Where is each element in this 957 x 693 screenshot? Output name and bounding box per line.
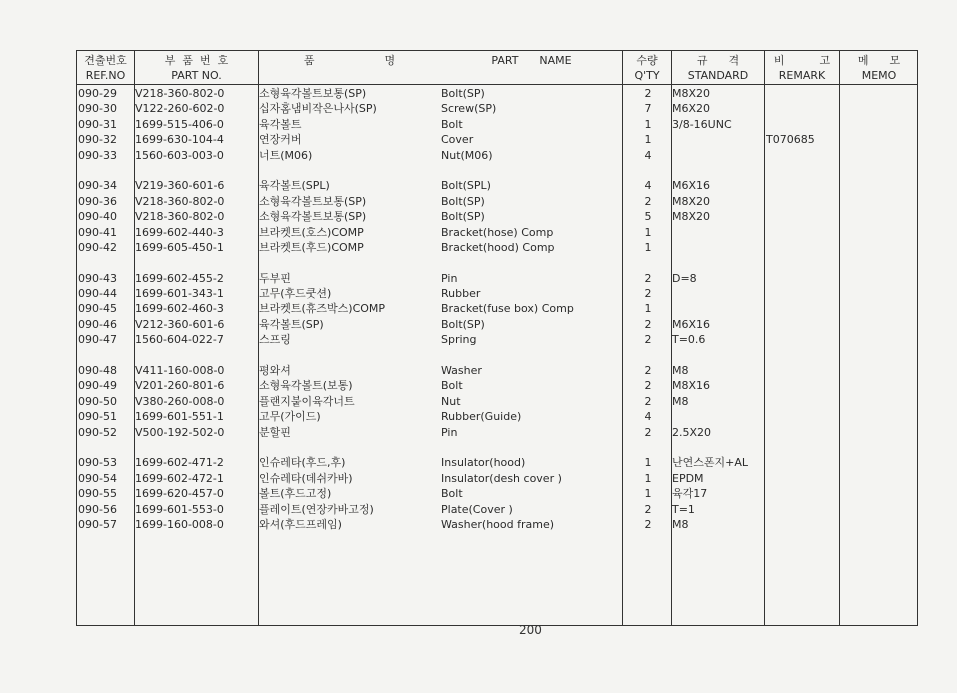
table-row (77, 132, 917, 147)
part-no-cell: 1699-602-472-1 (135, 471, 224, 485)
qty-cell: 1 (644, 117, 652, 131)
part-no-cell: V218-360-802-0 (135, 194, 225, 208)
standard-cell: M8X16 (672, 379, 711, 393)
korean-name-cell: 소형육각볼트보통(SP) (259, 210, 367, 224)
ref-no-cell: 090-46 (78, 317, 117, 331)
korean-name-cell: 인슈레타(데쉬카바) (259, 471, 353, 485)
standard-cell: D=8 (672, 271, 697, 285)
qty-cell: 1 (644, 487, 652, 501)
header-ref-en: REF.NO (85, 68, 126, 82)
part-name-cell: Bracket(hose) Comp (441, 225, 554, 239)
part-no-cell: 1699-605-450-1 (135, 240, 224, 254)
table-row (77, 502, 917, 517)
ref-no-cell: 090-49 (78, 379, 117, 393)
qty-cell: 2 (644, 333, 652, 347)
table-row (77, 117, 917, 132)
ref-no-cell: 090-48 (78, 364, 117, 378)
header-memo (840, 51, 918, 84)
header-std-en: STANDARD (687, 68, 749, 82)
standard-cell: EPDM (672, 471, 704, 485)
table-row (77, 225, 917, 240)
qty-cell: 1 (644, 302, 652, 316)
part-name-cell: Bolt(SPL) (441, 179, 491, 193)
ref-no-cell: 090-57 (78, 517, 117, 531)
korean-name-cell: 브라켓트(후드)COMP (259, 240, 364, 254)
qty-cell: 2 (644, 394, 652, 408)
header-remark-kr: 비 고 (773, 53, 831, 67)
part-no-cell: 1699-602-440-3 (135, 225, 224, 239)
table-row (77, 301, 917, 316)
part-no-cell: 1699-601-553-0 (135, 502, 224, 516)
part-no-cell: 1699-602-471-2 (135, 456, 224, 470)
qty-cell: 2 (644, 287, 652, 301)
table-row (77, 209, 917, 224)
ref-no-cell: 090-36 (78, 194, 117, 208)
ref-no-cell: 090-52 (78, 425, 117, 439)
part-no-cell: 1699-601-343-1 (135, 287, 224, 301)
part-no-cell: V122-260-602-0 (135, 102, 225, 116)
table-row (77, 486, 917, 501)
header-name-kr-text: 품 명 (303, 54, 396, 67)
qty-cell: 4 (644, 148, 652, 162)
table-row (77, 409, 917, 424)
part-no-cell: V219-360-601-6 (135, 179, 225, 193)
page-number: 200 (519, 623, 542, 637)
header-divider (77, 84, 917, 85)
qty-cell: 1 (644, 471, 652, 485)
ref-no-cell: 090-40 (78, 210, 117, 224)
part-name-cell: Pin (441, 271, 458, 285)
ref-no-cell: 090-30 (78, 102, 117, 116)
qty-cell: 1 (644, 225, 652, 239)
header-memo-en: MEMO (861, 68, 897, 82)
part-name-cell: Screw(SP) (441, 102, 497, 116)
part-name-cell: Insulator(desh cover ) (441, 471, 562, 485)
table-row (77, 517, 917, 532)
qty-cell: 2 (644, 425, 652, 439)
header-part-no (135, 51, 258, 84)
header-qty-kr: 수량 (636, 53, 658, 67)
header-part-kr: 부 품 번 호 (164, 53, 229, 67)
ref-no-cell: 090-33 (78, 148, 117, 162)
korean-name-cell: 플랜지붙이육각너트 (259, 394, 355, 408)
korean-name-cell: 스프링 (259, 333, 291, 347)
table-row (77, 194, 917, 209)
korean-name-cell: 두부핀 (259, 271, 291, 285)
ref-no-cell: 090-42 (78, 240, 117, 254)
standard-cell: M6X16 (672, 317, 711, 331)
ref-no-cell: 090-29 (78, 87, 117, 100)
header-part-en: PART NO. (171, 68, 222, 82)
qty-cell: 7 (644, 102, 652, 116)
korean-name-cell: 볼트(후드고정) (259, 487, 332, 501)
part-name-cell: Bracket(hood) Comp (441, 240, 555, 254)
standard-cell: M8 (672, 394, 689, 408)
standard-cell: 3/8-16UNC (672, 117, 732, 131)
part-name-cell: Nut(M06) (441, 148, 493, 162)
part-name-cell: Bolt(SP) (441, 87, 485, 100)
qty-cell: 4 (644, 410, 652, 424)
standard-cell: 난연스폰지+AL (672, 456, 748, 470)
standard-cell: M8 (672, 517, 689, 531)
part-name-cell: Cover (441, 133, 474, 147)
qty-cell: 2 (644, 364, 652, 378)
standard-cell: T=0.6 (672, 333, 706, 347)
standard-cell: M6X20 (672, 102, 711, 116)
ref-no-cell: 090-56 (78, 502, 117, 516)
part-name-cell: Pin (441, 425, 458, 439)
korean-name-cell: 고무(가이드) (259, 410, 321, 424)
part-no-cell: 1699-602-455-2 (135, 271, 224, 285)
table-row (77, 178, 917, 193)
korean-name-cell: 육각볼트(SP) (259, 317, 324, 331)
part-no-cell: 1560-604-022-7 (135, 333, 224, 347)
standard-cell: 2.5X20 (672, 425, 712, 439)
header-qty (623, 51, 671, 84)
header-std-kr: 규 격 (696, 53, 740, 67)
ref-no-cell: 090-53 (78, 456, 117, 470)
part-no-cell: V218-360-802-0 (135, 87, 225, 100)
part-name-cell: Bolt(SP) (441, 194, 485, 208)
table-row (77, 148, 917, 163)
korean-name-cell: 브라켓트(휴즈박스)COMP (259, 302, 386, 316)
part-name-cell: Bracket(fuse box) Comp (441, 302, 574, 316)
table-row (77, 317, 917, 332)
header-remark-en: REMARK (778, 68, 826, 82)
korean-name-cell: 브라켓트(호스)COMP (259, 225, 364, 239)
table-row (77, 240, 917, 255)
qty-cell: 1 (644, 133, 652, 147)
ref-no-cell: 090-54 (78, 471, 117, 485)
part-name-cell: Bolt (441, 117, 463, 131)
ref-no-cell: 090-32 (78, 133, 117, 147)
ref-no-cell: 090-51 (78, 410, 117, 424)
table-row (77, 378, 917, 393)
korean-name-cell: 고무(후드쿳션) (259, 287, 332, 301)
standard-cell: T=1 (672, 502, 695, 516)
standard-cell: M8 (672, 364, 689, 378)
ref-no-cell: 090-31 (78, 117, 117, 131)
part-name-cell: Bolt (441, 379, 463, 393)
korean-name-cell: 연장커버 (259, 133, 302, 147)
korean-name-cell: 인슈레타(후드,후) (259, 456, 346, 470)
part-name-cell: Rubber (441, 287, 481, 301)
part-name-cell: Bolt (441, 487, 463, 501)
qty-cell: 5 (644, 210, 652, 224)
ref-no-cell: 090-43 (78, 271, 117, 285)
korean-name-cell: 평와셔 (259, 364, 291, 378)
standard-cell: M8X20 (672, 87, 711, 100)
part-no-cell: V380-260-008-0 (135, 394, 225, 408)
table-row (77, 86, 917, 101)
header-memo-kr: 메 모 (857, 53, 901, 67)
table-row (77, 271, 917, 286)
part-no-cell: V500-192-502-0 (135, 425, 225, 439)
part-no-cell: V201-260-801-6 (135, 379, 225, 393)
part-name-cell: Plate(Cover ) (441, 502, 513, 516)
table-row (77, 394, 917, 409)
qty-cell: 2 (644, 317, 652, 331)
header-part-name-text: PART NAME (491, 54, 572, 67)
korean-name-cell: 소형육각볼트보통(SP) (259, 87, 367, 100)
part-name-cell: Washer(hood frame) (441, 517, 555, 531)
table-row (77, 332, 917, 347)
part-no-cell: V212-360-601-6 (135, 317, 225, 331)
qty-cell: 1 (644, 456, 652, 470)
qty-cell: 2 (644, 517, 652, 531)
header-ref-kr: 견출번호 (84, 53, 127, 67)
korean-name-cell: 소형육각볼트보통(SP) (259, 194, 367, 208)
qty-cell: 2 (644, 502, 652, 516)
table-row (77, 363, 917, 378)
ref-no-cell: 090-41 (78, 225, 117, 239)
parts-table (76, 50, 918, 626)
part-no-cell: 1699-515-406-0 (135, 117, 224, 131)
korean-name-cell: 소형육각볼트(보통) (259, 379, 353, 393)
header-remark (765, 51, 839, 84)
qty-cell: 2 (644, 271, 652, 285)
standard-cell: 육각17 (672, 487, 708, 501)
korean-name-cell: 십자홈냄비작은나사(SP) (259, 102, 377, 116)
qty-cell: 2 (644, 379, 652, 393)
header-name-kr (259, 51, 440, 86)
korean-name-cell: 분할핀 (259, 425, 291, 439)
qty-cell: 4 (644, 179, 652, 193)
part-no-cell: 1699-602-460-3 (135, 302, 224, 316)
ref-no-cell: 090-45 (78, 302, 117, 316)
ref-no-cell: 090-47 (78, 333, 117, 347)
part-no-cell: 1699-160-008-0 (135, 517, 224, 531)
table-row (77, 471, 917, 486)
part-name-cell: Nut (441, 394, 461, 408)
part-no-cell: V218-360-802-0 (135, 210, 225, 224)
ref-no-cell: 090-44 (78, 287, 117, 301)
ref-no-cell: 090-34 (78, 179, 117, 193)
part-no-cell: 1699-601-551-1 (135, 410, 224, 424)
ref-no-cell: 090-55 (78, 487, 117, 501)
qty-cell: 2 (644, 194, 652, 208)
header-part-name (441, 51, 622, 86)
header-ref (77, 51, 134, 84)
part-no-cell: 1560-603-003-0 (135, 148, 224, 162)
part-name-cell: Insulator(hood) (441, 456, 526, 470)
part-name-cell: Rubber(Guide) (441, 410, 522, 424)
part-name-cell: Bolt(SP) (441, 210, 485, 224)
standard-cell: M8X20 (672, 210, 711, 224)
part-no-cell: 1699-630-104-4 (135, 133, 224, 147)
qty-cell: 1 (644, 240, 652, 254)
korean-name-cell: 육각볼트(SPL) (259, 179, 330, 193)
header-standard (672, 51, 764, 84)
ref-no-cell: 090-50 (78, 394, 117, 408)
remark-cell: T070685 (766, 133, 815, 147)
part-name-cell: Bolt(SP) (441, 317, 485, 331)
table-row (77, 425, 917, 440)
korean-name-cell: 플레이트(연장카바고정) (259, 502, 374, 516)
korean-name-cell: 너트(M06) (259, 148, 313, 162)
part-name-cell: Spring (441, 333, 477, 347)
table-row (77, 286, 917, 301)
qty-cell: 2 (644, 87, 652, 100)
table-row (77, 455, 917, 470)
korean-name-cell: 와셔(후드프레임) (259, 517, 342, 531)
part-no-cell: 1699-620-457-0 (135, 487, 224, 501)
table-body (77, 86, 917, 532)
part-no-cell: V411-160-008-0 (135, 364, 225, 378)
header-qty-en: Q'TY (634, 68, 660, 82)
part-name-cell: Washer (441, 364, 482, 378)
korean-name-cell: 육각볼트 (259, 117, 302, 131)
standard-cell: M6X16 (672, 179, 711, 193)
standard-cell: M8X20 (672, 194, 711, 208)
table-row (77, 101, 917, 116)
